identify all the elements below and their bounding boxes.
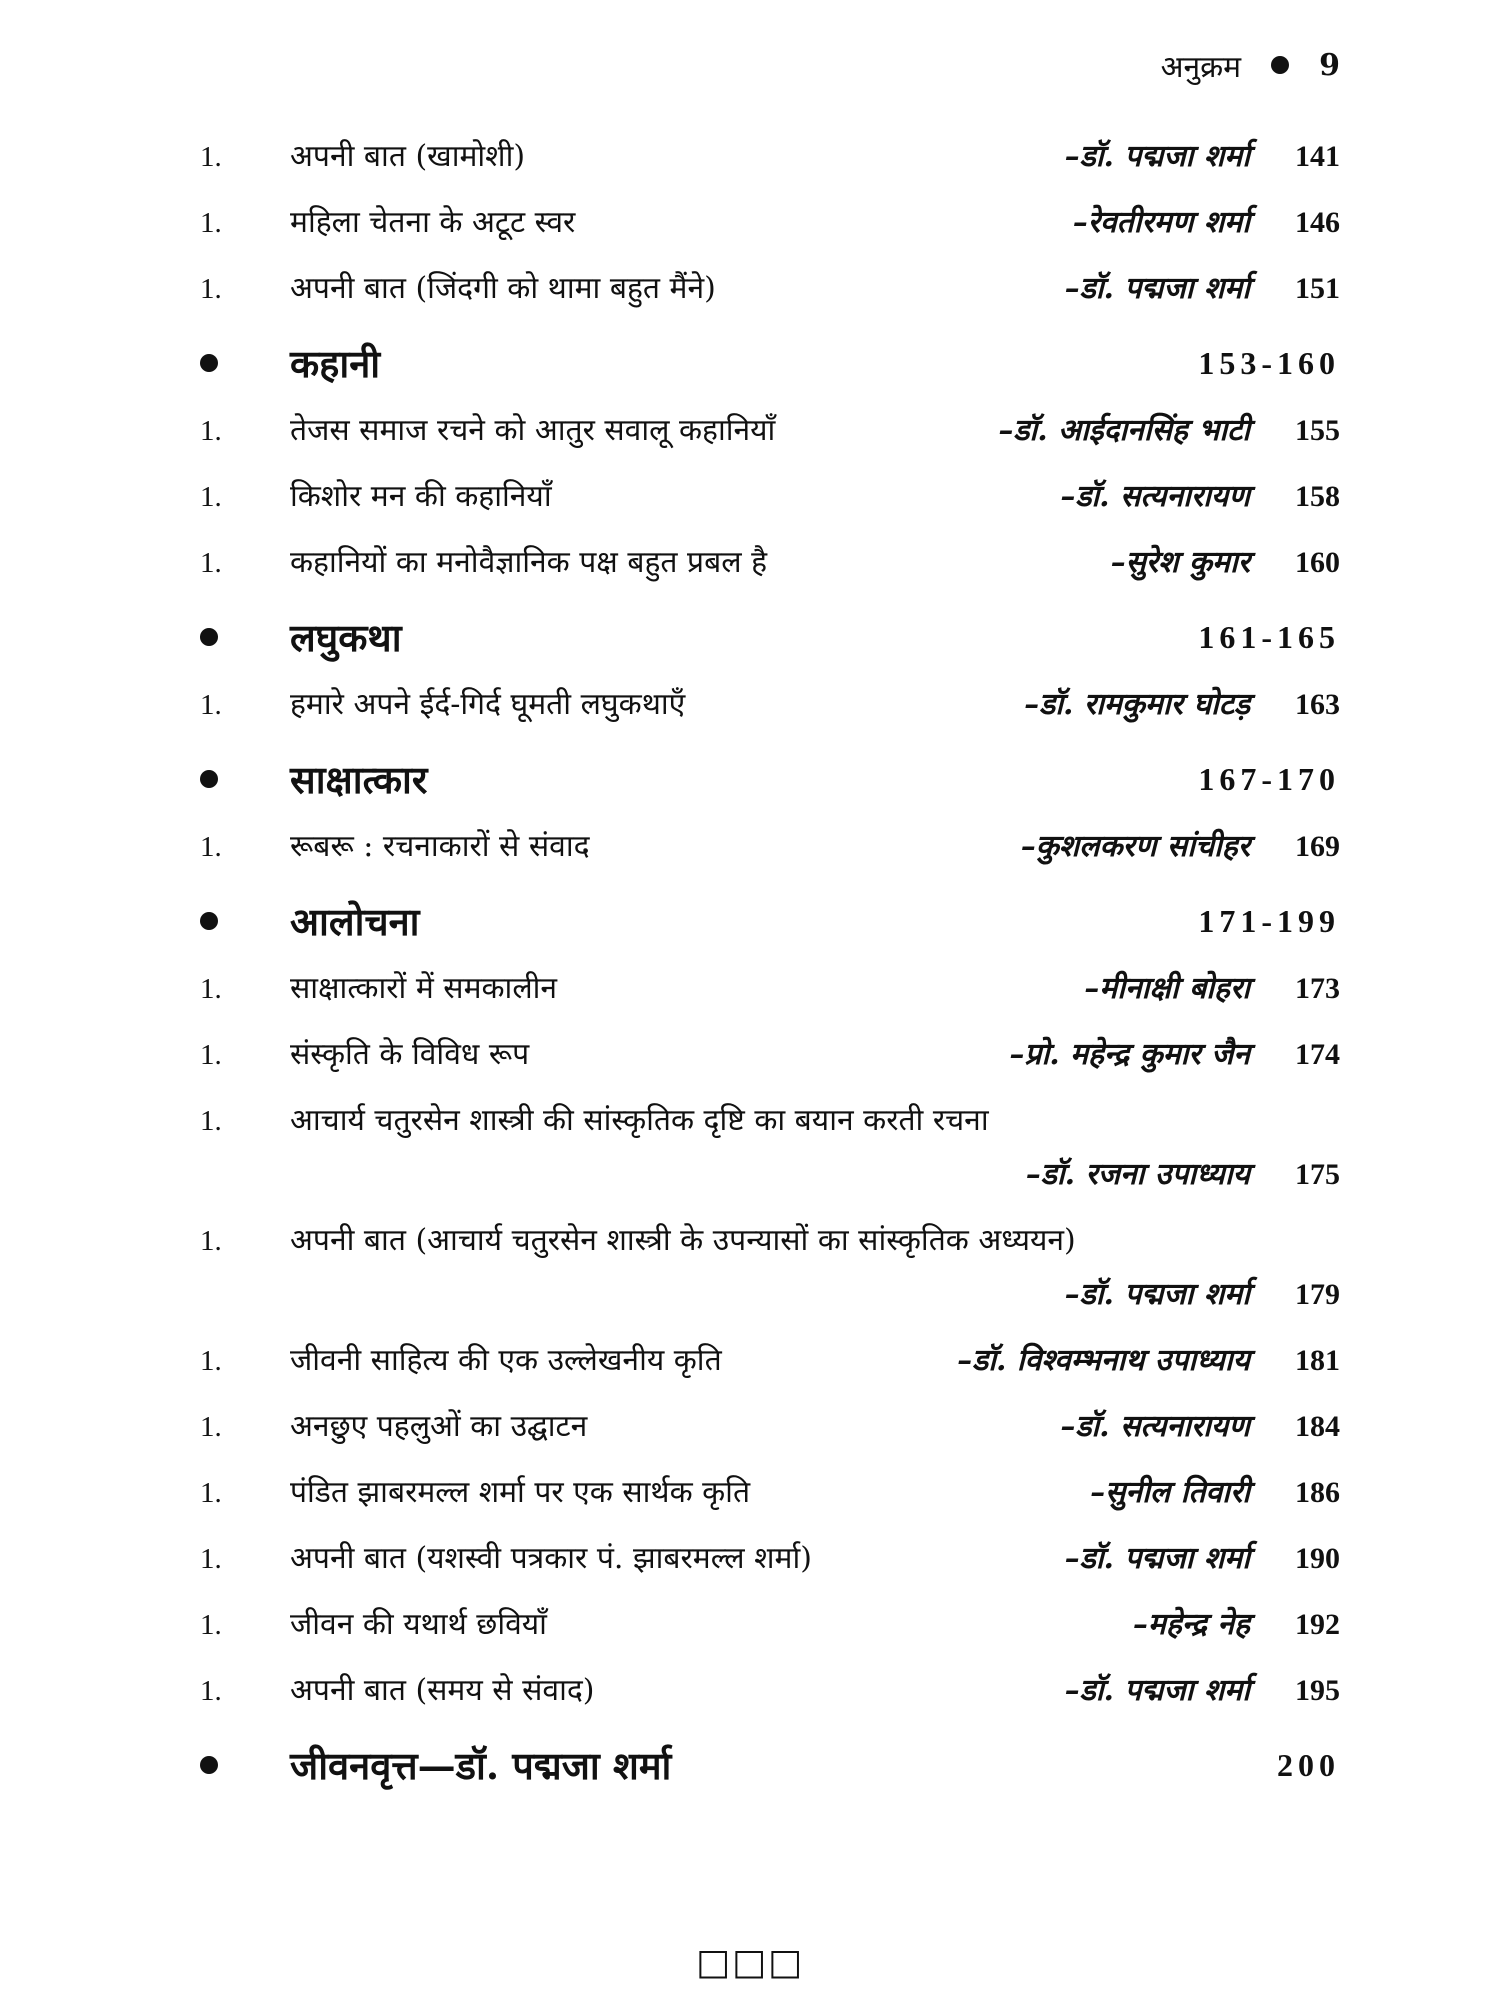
entry-author: –डॉ. आईदानसिंह भाटी <box>998 413 1250 448</box>
toc-entry <box>200 1471 1340 1515</box>
toc-entry <box>200 825 1340 869</box>
section-title: कहानी <box>290 341 381 386</box>
bullet-icon <box>1271 56 1289 74</box>
entry-page: 179 <box>1295 1278 1340 1311</box>
entry-number: 1. <box>200 1675 222 1707</box>
entry-author: –मीनाक्षी बोहरा <box>1084 971 1250 1006</box>
entry-title: महिला चेतना के अटूट स्वर <box>290 205 576 240</box>
page-number: 9 <box>1319 47 1340 83</box>
entry-page: 181 <box>1295 1344 1340 1377</box>
entry-title: हमारे अपने ईर्द-गिर्द घूमती लघुकथाएँ <box>290 687 686 722</box>
entry-title: आचार्य चतुरसेन शास्त्री की सांस्कृतिक दृष्टि का बयान करती रचना <box>290 1103 989 1138</box>
section-title: साक्षात्कार <box>290 757 428 802</box>
section-page-range: 167-170 <box>1198 760 1340 797</box>
entry-number: 1. <box>200 689 222 721</box>
entry-author: –डॉ. पद्मजा शर्मा <box>1064 271 1250 306</box>
toc-entry <box>200 267 1340 311</box>
entry-author: –महेन्द्र नेह <box>1132 1607 1250 1642</box>
toc-entry <box>200 1405 1340 1449</box>
entry-title: अपनी बात (यशस्वी पत्रकार पं. झाबरमल्ल शर्मा) <box>290 1541 812 1576</box>
entry-page: 169 <box>1295 830 1340 863</box>
entry-author: –डॉ. सत्यनारायण <box>1060 479 1250 514</box>
toc-entry <box>200 1339 1340 1383</box>
entry-author: –डॉ. पद्मजा शर्मा <box>1064 1541 1250 1576</box>
entry-author: –सुरेश कुमार <box>1110 545 1250 580</box>
section-heading-sakshatkar <box>200 753 1340 805</box>
toc-entry <box>200 967 1340 1011</box>
entry-author: –डॉ. पद्मजा शर्मा <box>1064 1277 1250 1312</box>
toc-entry <box>200 541 1340 585</box>
entry-page: 174 <box>1295 1038 1340 1071</box>
entry-page: 175 <box>1295 1158 1340 1191</box>
entry-number: 1. <box>200 1477 222 1509</box>
entry-title: अपनी बात (जिंदगी को थामा बहुत मैंने) <box>290 271 716 306</box>
bullet-icon <box>200 1756 218 1774</box>
entry-number: 1. <box>200 141 222 173</box>
section-heading-jeevanvritt <box>200 1739 1340 1791</box>
entry-page: 155 <box>1295 414 1340 447</box>
entry-title: अपनी बात (खामोशी) <box>290 139 526 174</box>
section-title: लघुकथा <box>290 615 402 660</box>
toc-entry <box>200 475 1340 519</box>
entry-number: 1. <box>200 1105 222 1137</box>
entry-number: 1. <box>200 1609 222 1641</box>
toc-entry <box>200 1669 1340 1713</box>
entry-number: 1. <box>200 207 222 239</box>
entry-number: 1. <box>200 273 222 305</box>
toc-entry <box>200 1537 1340 1581</box>
toc-entry <box>200 201 1340 245</box>
entry-number: 1. <box>200 973 222 1005</box>
entry-page: 160 <box>1295 546 1340 579</box>
entry-author: –डॉ. पद्मजा शर्मा <box>1064 1673 1250 1708</box>
entry-number: 1. <box>200 831 222 863</box>
table-of-contents <box>200 135 1340 1811</box>
section-page-range: 171-199 <box>1198 902 1340 939</box>
entry-page: 173 <box>1295 972 1340 1005</box>
footer-ornament <box>0 1942 1500 1983</box>
entry-author: –कुशलकरण सांचीहर <box>1020 829 1250 864</box>
entry-title: साक्षात्कारों में समकालीन <box>290 971 558 1006</box>
toc-entry <box>200 1099 1340 1197</box>
page-header <box>1000 40 1340 90</box>
toc-entry <box>200 409 1340 453</box>
entry-author: –रेवतीरमण शर्मा <box>1072 205 1250 240</box>
entry-author: –डॉ. रामकुमार घोटड़ <box>1024 687 1250 722</box>
entry-page: 192 <box>1295 1608 1340 1641</box>
entry-title: अनछुए पहलुओं का उद्घाटन <box>290 1409 588 1444</box>
section-title: जीवनवृत्त—डॉ. पद्मजा शर्मा <box>290 1743 672 1788</box>
section-heading-laghukatha <box>200 611 1340 663</box>
entry-page: 146 <box>1295 206 1340 239</box>
section-heading-kahani <box>200 337 1340 389</box>
entry-author: –डॉ. रजना उपाध्याय <box>1025 1157 1250 1192</box>
entry-title: संस्कृति के विविध रूप <box>290 1037 530 1072</box>
entry-author: –प्रो. महेन्द्र कुमार जैन <box>1009 1037 1250 1072</box>
entry-title: जीवन की यथार्थ छवियाँ <box>290 1607 547 1642</box>
toc-entry <box>200 1033 1340 1077</box>
entry-title: तेजस समाज रचने को आतुर सवालू कहानियाँ <box>290 413 776 448</box>
section-page-range: 153-160 <box>1198 344 1340 381</box>
bullet-icon <box>200 770 218 788</box>
entry-author: –सुनील तिवारी <box>1090 1475 1250 1510</box>
entry-title: अपनी बात (समय से संवाद) <box>290 1673 595 1708</box>
entry-page: 151 <box>1295 272 1340 305</box>
bullet-icon <box>200 912 218 930</box>
toc-entry <box>200 683 1340 727</box>
entry-title: रूबरू : रचनाकारों से संवाद <box>290 829 590 864</box>
entry-page: 141 <box>1295 140 1340 173</box>
entry-title: जीवनी साहित्य की एक उल्लेखनीय कृति <box>290 1343 722 1378</box>
section-page-range: 161-165 <box>1198 618 1340 655</box>
entry-number: 1. <box>200 481 222 513</box>
entry-number: 1. <box>200 1345 222 1377</box>
toc-entry <box>200 1219 1340 1317</box>
bullet-icon <box>200 628 218 646</box>
entry-author: –डॉ. विश्वम्भनाथ उपाध्याय <box>957 1343 1250 1378</box>
entry-page: 186 <box>1295 1476 1340 1509</box>
entry-title: किशोर मन की कहानियाँ <box>290 479 552 514</box>
entry-number: 1. <box>200 1411 222 1443</box>
entry-author: –डॉ. सत्यनारायण <box>1060 1409 1250 1444</box>
entry-page: 195 <box>1295 1674 1340 1707</box>
entry-title: कहानियों का मनोवैज्ञानिक पक्ष बहुत प्रबल है <box>290 545 768 580</box>
entry-number: 1. <box>200 1543 222 1575</box>
box-ornament-icon: □□□ <box>695 1942 805 1983</box>
entry-title: पंडित झाबरमल्ल शर्मा पर एक सार्थक कृति <box>290 1475 751 1510</box>
entry-number: 1. <box>200 1039 222 1071</box>
entry-page: 190 <box>1295 1542 1340 1575</box>
entry-author: –डॉ. पद्मजा शर्मा <box>1064 139 1250 174</box>
entry-page: 158 <box>1295 480 1340 513</box>
bullet-icon <box>200 354 218 372</box>
entry-number: 1. <box>200 1225 222 1257</box>
entry-page: 184 <box>1295 1410 1340 1443</box>
toc-entry <box>200 135 1340 179</box>
entry-number: 1. <box>200 415 222 447</box>
entry-title: अपनी बात (आचार्य चतुरसेन शास्त्री के उपन्यासों का सांस्कृतिक अध्ययन) <box>290 1223 1076 1258</box>
toc-entry <box>200 1603 1340 1647</box>
entry-page: 163 <box>1295 688 1340 721</box>
section-page-range: 200 <box>1277 1746 1340 1783</box>
section-heading-alochana <box>200 895 1340 947</box>
running-title: अनुक्रम <box>1160 49 1242 85</box>
section-title: आलोचना <box>290 899 420 944</box>
entry-number: 1. <box>200 547 222 579</box>
